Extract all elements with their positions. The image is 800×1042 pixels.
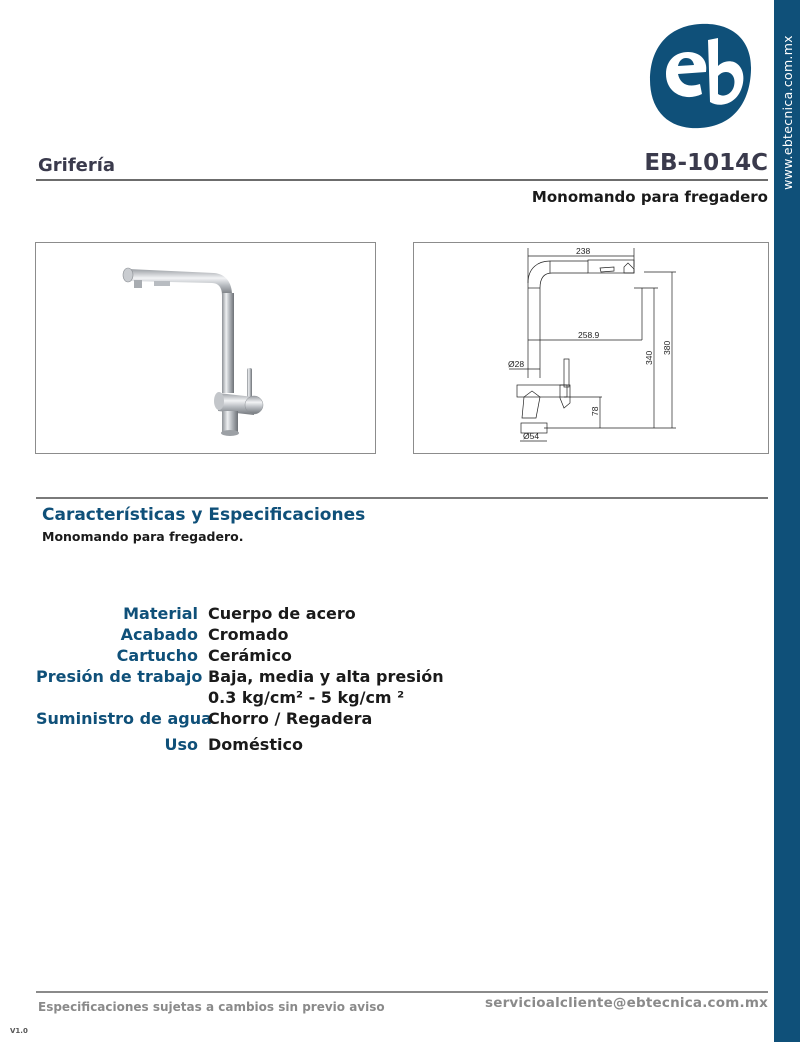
spec-row-acabado	[36, 624, 476, 645]
spec-row-suministro	[36, 708, 476, 729]
spec-value: Baja, media y alta presión	[208, 667, 444, 686]
spec-label: Cartucho	[116, 646, 198, 665]
model-code: EB-1014C	[644, 150, 768, 176]
footer-divider	[36, 991, 768, 993]
category-title: Grifería	[38, 155, 116, 176]
spec-value: Cerámico	[208, 646, 292, 665]
contact-email[interactable]: servicioalcliente@ebtecnica.com.mx	[484, 995, 768, 1011]
header-divider	[36, 179, 768, 181]
spec-value: Cuerpo de acero	[208, 604, 356, 623]
website-url[interactable]	[776, 22, 798, 202]
spec-label: Acabado	[120, 625, 198, 644]
eb-logo-icon	[648, 22, 752, 130]
spec-row-presion	[36, 666, 476, 708]
dim-258-9: 258.9	[578, 330, 600, 340]
document-version: V1.0	[10, 1027, 28, 1035]
technical-drawing	[413, 242, 769, 454]
spec-label: Suministro de agua	[36, 709, 212, 728]
dimension-drawing-icon	[414, 243, 770, 455]
product-subtitle: Monomando para fregadero	[531, 188, 768, 206]
spec-value: Chorro / Regadera	[208, 709, 373, 728]
dim-380: 380	[662, 340, 672, 355]
spec-label: Presión de trabajo	[36, 667, 203, 686]
specs-heading: Características y Especificaciones	[42, 505, 366, 525]
spec-value: Cromado	[208, 625, 289, 644]
spec-row-uso	[36, 734, 476, 755]
spec-value-range: 0.3 kg/cm² - 5 kg/cm ²	[208, 688, 405, 707]
dim-78: 78	[590, 406, 600, 416]
spec-table	[36, 603, 476, 755]
kitchen-faucet-photo-icon	[36, 243, 377, 455]
spec-row-material	[36, 603, 476, 624]
dim-238: 238	[576, 246, 591, 256]
dim-diameter-54: Ø54	[523, 431, 540, 441]
website-url-text[interactable]: www.ebtecnica.com.mx	[779, 34, 795, 190]
footer-disclaimer: Especificaciones sujetas a cambios sin previo aviso	[38, 1000, 385, 1014]
spec-value-group	[208, 666, 444, 708]
dim-340: 340	[644, 350, 654, 365]
dim-diameter-28: Ø28	[508, 359, 525, 369]
specs-intro: Monomando para fregadero.	[42, 529, 244, 544]
spec-row-cartucho	[36, 645, 476, 666]
spec-value: Doméstico	[208, 735, 303, 754]
specs-divider	[36, 497, 768, 499]
product-photo	[35, 242, 376, 454]
spec-label: Uso	[164, 735, 198, 754]
spec-label: Material	[123, 604, 198, 623]
